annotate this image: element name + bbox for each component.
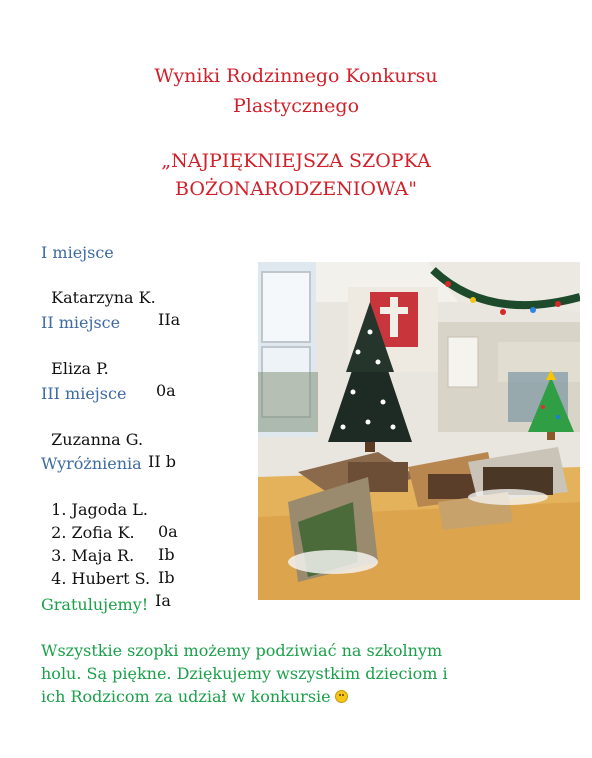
second-place-name: Eliza P. xyxy=(51,359,109,378)
smiling-face-icon xyxy=(335,690,348,703)
title-line-2: Plastycznego xyxy=(232,95,360,117)
third-place-name: Zuzanna G. xyxy=(51,430,144,449)
honor-class: Ia xyxy=(155,591,171,610)
closing-message-text: ich Rodzicom za udział w konkursie xyxy=(41,687,331,706)
second-place-class: 0a xyxy=(156,381,176,400)
honor-name: 4. Hubert S. xyxy=(51,569,151,588)
honor-name: 2. Zofia K. xyxy=(51,523,135,542)
honor-class: 0a xyxy=(158,522,178,541)
honor-class: Ib xyxy=(158,545,175,564)
contest-name-line-2: BOŻONARODZENIOWA" xyxy=(175,178,417,200)
honors-heading: Wyróżnienia xyxy=(41,454,142,473)
honor-class: Ib xyxy=(158,568,175,587)
nativity-scenes-photo xyxy=(258,262,580,600)
contest-name-line-1: „NAJPIĘKNIEJSZA SZOPKA xyxy=(161,150,431,172)
first-place-heading: I miejsce xyxy=(41,243,114,262)
closing-message-line-1: Wszystkie szopki możemy podziwiać na szkolnym xyxy=(41,641,443,660)
closing-message-line-2: holu. Są piękne. Dziękujemy wszystkim dzieciom i xyxy=(41,664,448,683)
title-line-1: Wyniki Rodzinnego Konkursu xyxy=(154,65,438,87)
first-place-name: Katarzyna K. xyxy=(51,288,156,307)
first-place-class: IIa xyxy=(158,310,181,329)
congratulations-text: Gratulujemy! xyxy=(41,595,149,614)
closing-message-line-3 xyxy=(41,686,481,708)
honor-name: 3. Maja R. xyxy=(51,546,135,565)
third-place-class: II b xyxy=(148,452,176,471)
honor-name: 1. Jagoda L. xyxy=(51,500,148,519)
third-place-heading: III miejsce xyxy=(41,384,127,403)
second-place-heading: II miejsce xyxy=(41,313,121,332)
